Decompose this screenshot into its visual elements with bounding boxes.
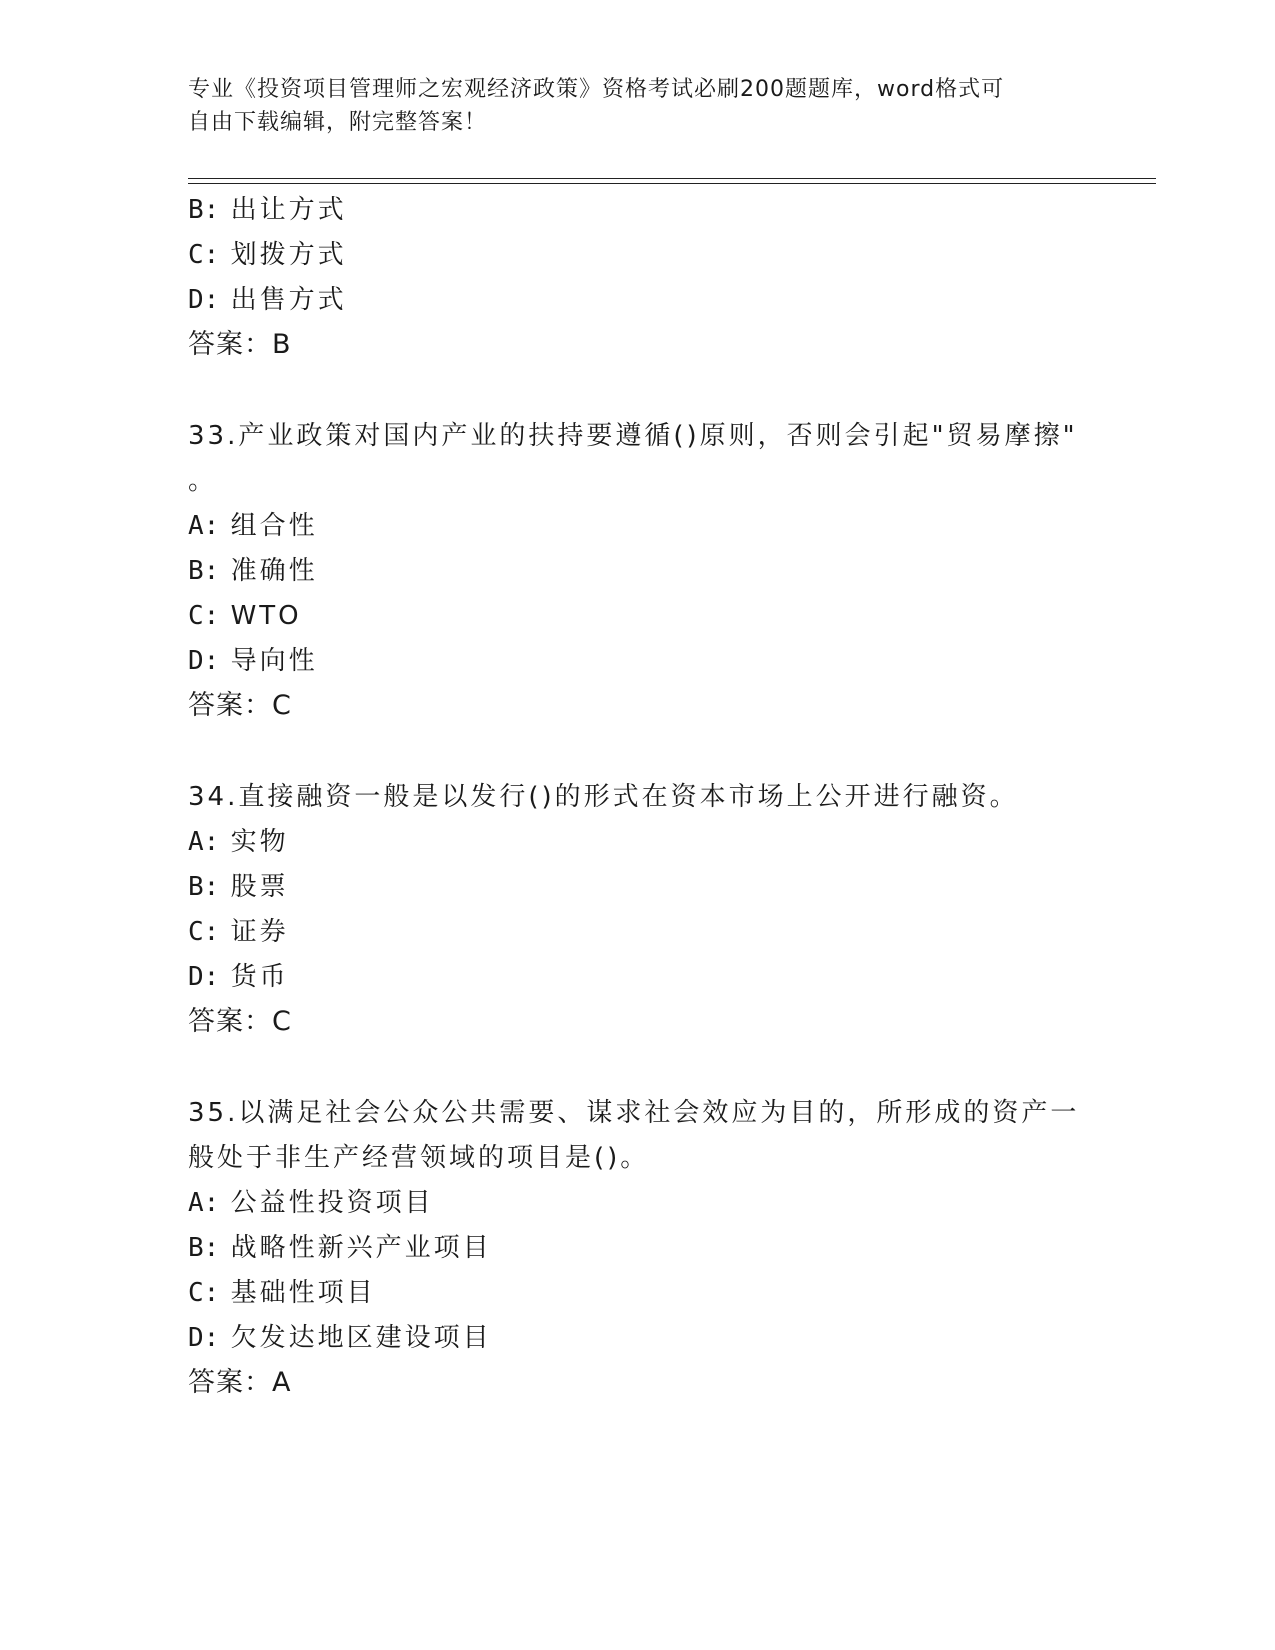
option-letter: B:	[188, 1233, 220, 1263]
question-stem: 33.产业政策对国内产业的扶持要遵循()原则，否则会引起"贸易摩擦"	[188, 421, 1078, 451]
option-letter: D:	[188, 646, 220, 676]
option-letter: C:	[188, 240, 220, 270]
option-b	[188, 554, 318, 588]
option-d	[188, 960, 289, 994]
option-d	[188, 1321, 492, 1355]
header-line-1: 专业《投资项目管理师之宏观经济政策》资格考试必刷200题题库，word格式可	[188, 77, 1005, 102]
option-d	[188, 644, 318, 678]
header-divider-top	[188, 178, 1156, 179]
option-c	[188, 599, 302, 633]
option-text: WTO	[230, 601, 302, 631]
option-b	[188, 193, 347, 227]
answer: 答案：A	[188, 1367, 292, 1398]
option-a	[188, 825, 289, 859]
option-b	[188, 870, 289, 904]
option-text: 股票	[230, 872, 289, 902]
question-stem: 35.以满足社会公众公共需要、谋求社会效应为目的，所形成的资产一	[188, 1098, 1080, 1128]
option-b	[188, 1231, 492, 1265]
option-d	[188, 283, 347, 317]
question-stem: 34.直接融资一般是以发行()的形式在资本市场上公开进行融资。	[188, 782, 1019, 812]
option-text: 货币	[230, 962, 289, 992]
option-c	[188, 1276, 376, 1310]
option-letter: B:	[188, 195, 220, 225]
option-a	[188, 1186, 434, 1220]
option-letter: D:	[188, 1323, 220, 1353]
option-text: 出让方式	[230, 195, 347, 225]
option-text: 划拨方式	[230, 240, 347, 270]
option-text: 准确性	[230, 556, 318, 586]
option-letter: C:	[188, 1278, 220, 1308]
option-text: 组合性	[230, 511, 318, 541]
option-letter: A:	[188, 1188, 220, 1218]
answer: 答案：C	[188, 690, 292, 721]
question-stem-continued: 。	[188, 466, 218, 496]
option-text: 公益性投资项目	[230, 1188, 434, 1218]
option-text: 证券	[230, 917, 289, 947]
option-c	[188, 238, 347, 272]
header-line-2: 自由下载编辑，附完整答案！	[188, 110, 488, 135]
option-letter: A:	[188, 511, 220, 541]
header-divider-bottom	[188, 183, 1156, 184]
option-text: 基础性项目	[230, 1278, 376, 1308]
option-text: 出售方式	[230, 285, 347, 315]
option-letter: B:	[188, 556, 220, 586]
document-header	[188, 73, 1068, 139]
option-letter: B:	[188, 872, 220, 902]
answer: 答案：B	[188, 329, 292, 360]
option-letter: C:	[188, 917, 220, 947]
option-letter: A:	[188, 827, 220, 857]
option-letter: C:	[188, 601, 220, 631]
option-letter: D:	[188, 962, 220, 992]
option-text: 实物	[230, 827, 289, 857]
option-text: 战略性新兴产业项目	[230, 1233, 492, 1263]
answer: 答案：C	[188, 1006, 292, 1037]
option-text: 导向性	[230, 646, 318, 676]
option-a	[188, 509, 318, 543]
option-c	[188, 915, 289, 949]
question-stem-continued: 般处于非生产经营领域的项目是()。	[188, 1143, 650, 1173]
option-text: 欠发达地区建设项目	[230, 1323, 492, 1353]
option-letter: D:	[188, 285, 220, 315]
